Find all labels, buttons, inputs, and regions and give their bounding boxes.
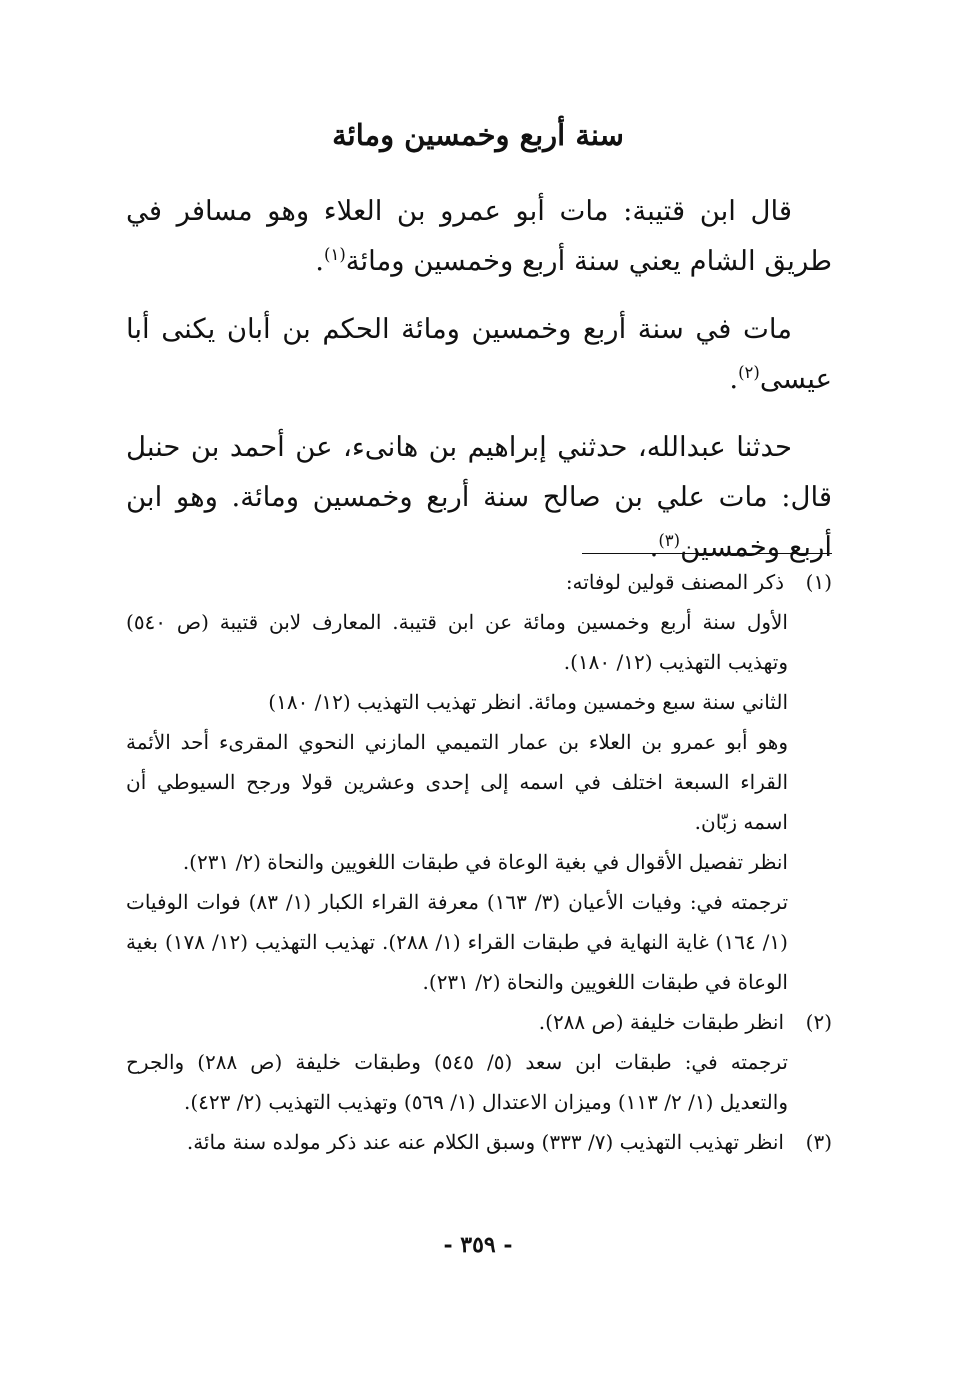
- paragraph-text: مات في سنة أربع وخمسين ومائة الحكم بن أبان يكنى أبا عيسى: [126, 313, 832, 395]
- footnote-line: الثاني سنة سبع وخمسين ومائة. انظر تهذيب التهذيب (١٢/ ١٨٠): [268, 690, 788, 714]
- footnote-line: انظر تفصيل الأقوال في بغية الوعاة في طبقات اللغويين والنحاة (٢/ ٢٣١).: [182, 850, 788, 874]
- page-title: سنة أربع وخمسين ومائة: [332, 118, 624, 152]
- page-number: - ٣٥٩ -: [443, 1232, 513, 1258]
- footnote-number: (٣): [805, 1130, 832, 1154]
- paragraph-3: [126, 422, 832, 572]
- paragraph-text: حدثنا عبدالله، حدثني إبراهيم بن هانىء، عن أحمد بن حنبل قال: مات علي بن صالح سنة أربع وخمسين ومائة. وهو ابن أربع وخمسين: [126, 431, 832, 563]
- footnotes: [126, 562, 832, 1162]
- footnote-ref: (٣): [658, 530, 681, 550]
- footnote-ref: (١): [324, 244, 346, 264]
- footnote-line: وهو أبو عمرو بن العلاء بن عمار التميمي المازني النحوي المقرىء أحد الأئمة القراء السبعة اختلف في اسمه إلى إحدى وعشرين قولا ورجح السيوطي أن اسمه زبّان.: [126, 730, 788, 834]
- footnote-1: [126, 562, 832, 602]
- footnote-ref: (٢): [738, 362, 760, 382]
- footnote-separator: [582, 553, 832, 554]
- paragraph-end: .: [729, 363, 739, 395]
- main-text: [126, 186, 832, 590]
- footnote-lead: انظر تهذيب التهذيب (٧/ ٣٣٣) وسبق الكلام عنه عند ذكر مولده سنة مائة.: [186, 1130, 784, 1154]
- footnote-number: (١): [805, 570, 832, 594]
- footnote-lead: انظر طبقات خليفة (ص ٢٨٨).: [538, 1010, 784, 1034]
- footnote-line: ترجمته في: وفيات الأعيان (٣/ ١٦٣) معرفة القراء الكبار (١/ ٨٣) فوات الوفيات (١/ ١٦٤) غاية النهاية في طبقات القراء (١/ ٢٨٨). تهذيب التهذيب (١٢/ ١٧٨) بغية الوعاة في طبقات اللغويين والنحاة (٢/ ٢٣١).: [126, 890, 789, 994]
- footnote-3: [126, 1122, 832, 1162]
- footnote-number: (٢): [805, 1010, 832, 1034]
- footnote-line: ترجمته في: طبقات ابن سعد (٥/ ٥٤٥) وطبقات خليفة (ص ٢٨٨) والجرح والتعديل (١/ ٢/ ١١٣) وميزان الاعتدال (١/ ٥٦٩) وتهذيب التهذيب (٢/ ٤٢٣).: [126, 1050, 788, 1114]
- paragraph-end: .: [315, 245, 325, 277]
- paragraph-1: [126, 186, 832, 286]
- paragraph-end: .: [649, 531, 659, 563]
- footnote-lead: ذكر المصنف قولين لوفاته:: [565, 570, 784, 594]
- paragraph-2: [126, 304, 832, 404]
- footnote-line: الأول سنة أربع وخمسين ومائة عن ابن قتيبة. المعارف لابن قتيبة (ص ٥٤٠) وتهذيب التهذيب (١٢/ ١٨٠).: [126, 610, 788, 674]
- footnote-2: [126, 1002, 832, 1042]
- paragraph-text: قال ابن قتيبة: مات أبو عمرو بن العلاء وهو مسافر في طريق الشام يعني سنة أربع وخمسين ومائة: [126, 195, 832, 277]
